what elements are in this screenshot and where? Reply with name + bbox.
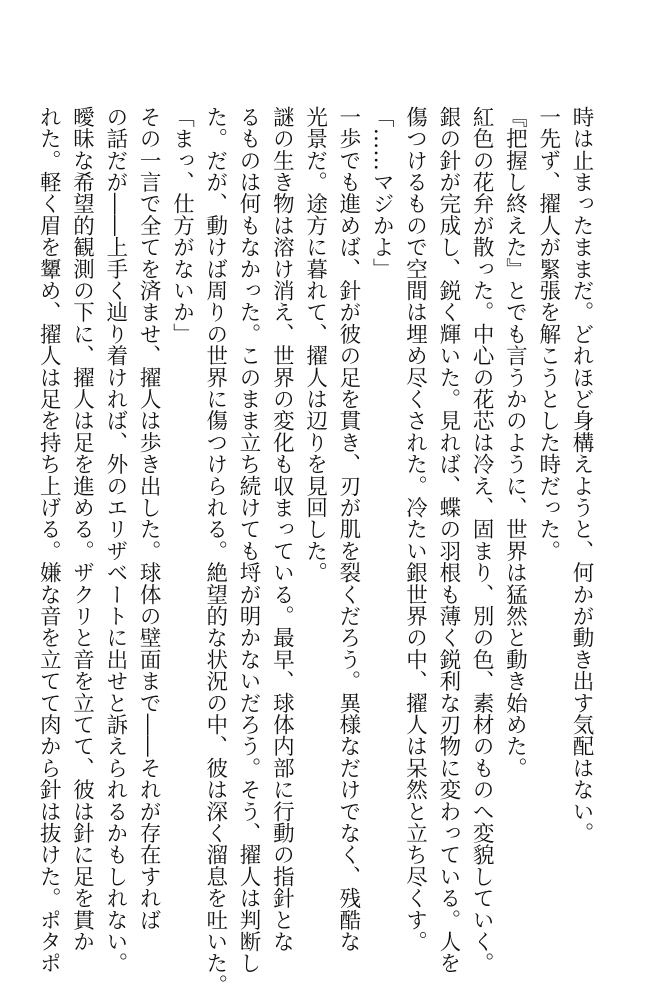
text-line: 謎の生き物は溶け消え、世界の変化も収まっている。最早、球体内部に行動の指針とな: [269, 106, 295, 953]
text-line: 『把握し終えた』とでも言うかのように、世界は猛然と動き始めた。: [502, 106, 528, 779]
text-line: 「……マジかよ」: [369, 106, 395, 280]
text-line: 傷つけるもので空間は埋め尽くされた。冷たい銀世界の中、擢人は呆然と立ち尽くす。: [402, 106, 428, 953]
text-line: 光景だ。途方に暮れて、擢人は辺りを見回した。: [302, 106, 328, 584]
text-line: 一歩でも進めば、針が彼の足を貫き、刃が肌を裂くだろう。異様なだけでなく、残酷な: [335, 106, 361, 953]
text-line: 紅色の花弁が散った。中心の花芯は冷え、固まり、別の色、素材のものへ変貌していく。: [469, 106, 495, 974]
text-line: れた。軽く眉を顰め、擢人は足を持ち上げる。嫌な音を立てて肉から針は抜けた。ポタポ: [36, 106, 62, 975]
text-line: の話だが――上手く辿り着ければ、外のエリザベートに出せと訴えられるかもしれない。: [102, 106, 128, 974]
vertical-text-body: [32, 106, 598, 996]
text-line: 時は止まったままだ。どれほど身構えようと、何かが動き出す気配はない。: [569, 106, 594, 844]
text-line: 銀の針が完成し、鋭く輝いた。見れば、蝶の羽根も薄く鋭利な刃物に変わっている。人を: [435, 106, 461, 974]
text-line: るものは何もなかった。このまま立ち続けても埒が明かないだろう。そう、擢人は判断し: [236, 106, 262, 974]
text-line: 曖昧な希望的観測の下に、擢人は足を進める。ザクリと音を立てて、彼は針に足を貫か: [69, 106, 95, 953]
text-line: その一言で全てを済ませ、擢人は歩き出した。球体の壁面まで――それが存在すれば: [136, 106, 162, 931]
text-line: 一先ず、擢人が緊張を解こうとした時だった。: [535, 106, 561, 562]
text-line: た。だが、動けば周りの世界に傷つけられる。絶望的な状況の中、彼は深く溜息を吐いた。: [202, 106, 228, 996]
text-line: 「まっ、仕方がないか」: [169, 106, 195, 345]
